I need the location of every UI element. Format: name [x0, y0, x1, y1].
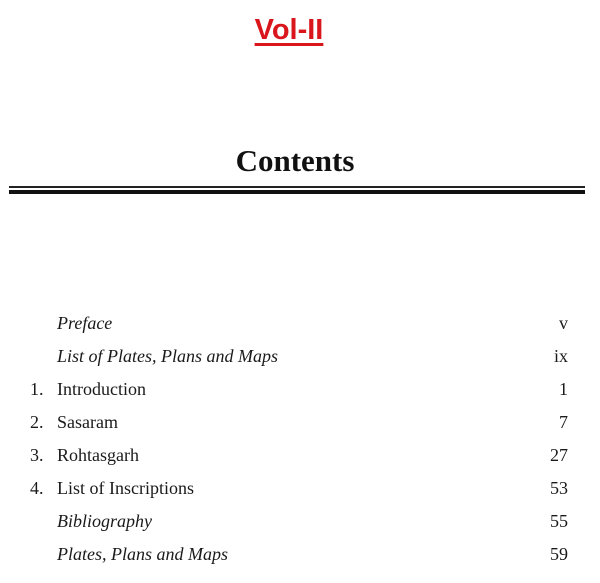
- entry-page: v: [559, 313, 568, 333]
- divider-thick: [9, 190, 585, 194]
- entry-title: Plates, Plans and Maps: [57, 544, 228, 564]
- entry-number: 1.: [30, 379, 44, 399]
- entry-page: 1: [559, 379, 568, 399]
- entry-title: Rohtasgarh: [57, 445, 139, 465]
- entry-page: ix: [553, 346, 568, 366]
- toc-entry: [0, 511, 600, 544]
- entry-title: Sasaram: [57, 412, 118, 432]
- toc-entry: [0, 346, 600, 379]
- entry-title: List of Inscriptions: [57, 478, 194, 498]
- toc-entry: [0, 544, 600, 577]
- divider-thin: [9, 186, 585, 188]
- entry-page: 27: [550, 445, 568, 465]
- table-of-contents: [0, 313, 600, 577]
- entry-page: 59: [550, 544, 568, 564]
- entry-number: 3.: [30, 445, 44, 465]
- entry-title: Bibliography: [57, 511, 152, 531]
- volume-label: Vol-II: [254, 14, 324, 46]
- entry-number: 4.: [30, 478, 44, 498]
- toc-entry: [0, 445, 600, 478]
- entry-title: Preface: [57, 313, 113, 333]
- toc-entry: [0, 313, 600, 346]
- entry-page: 7: [559, 412, 568, 432]
- volume-heading: [0, 14, 578, 47]
- entry-number: 2.: [30, 412, 44, 432]
- entry-page: 53: [550, 478, 568, 498]
- toc-entry: [0, 412, 600, 445]
- entry-page: 55: [550, 511, 568, 531]
- toc-entry: [0, 478, 600, 511]
- entry-title: List of Plates, Plans and Maps: [57, 346, 279, 366]
- page-title: Contents: [235, 143, 355, 178]
- toc-entry: [0, 379, 600, 412]
- entry-title: Introduction: [57, 379, 146, 399]
